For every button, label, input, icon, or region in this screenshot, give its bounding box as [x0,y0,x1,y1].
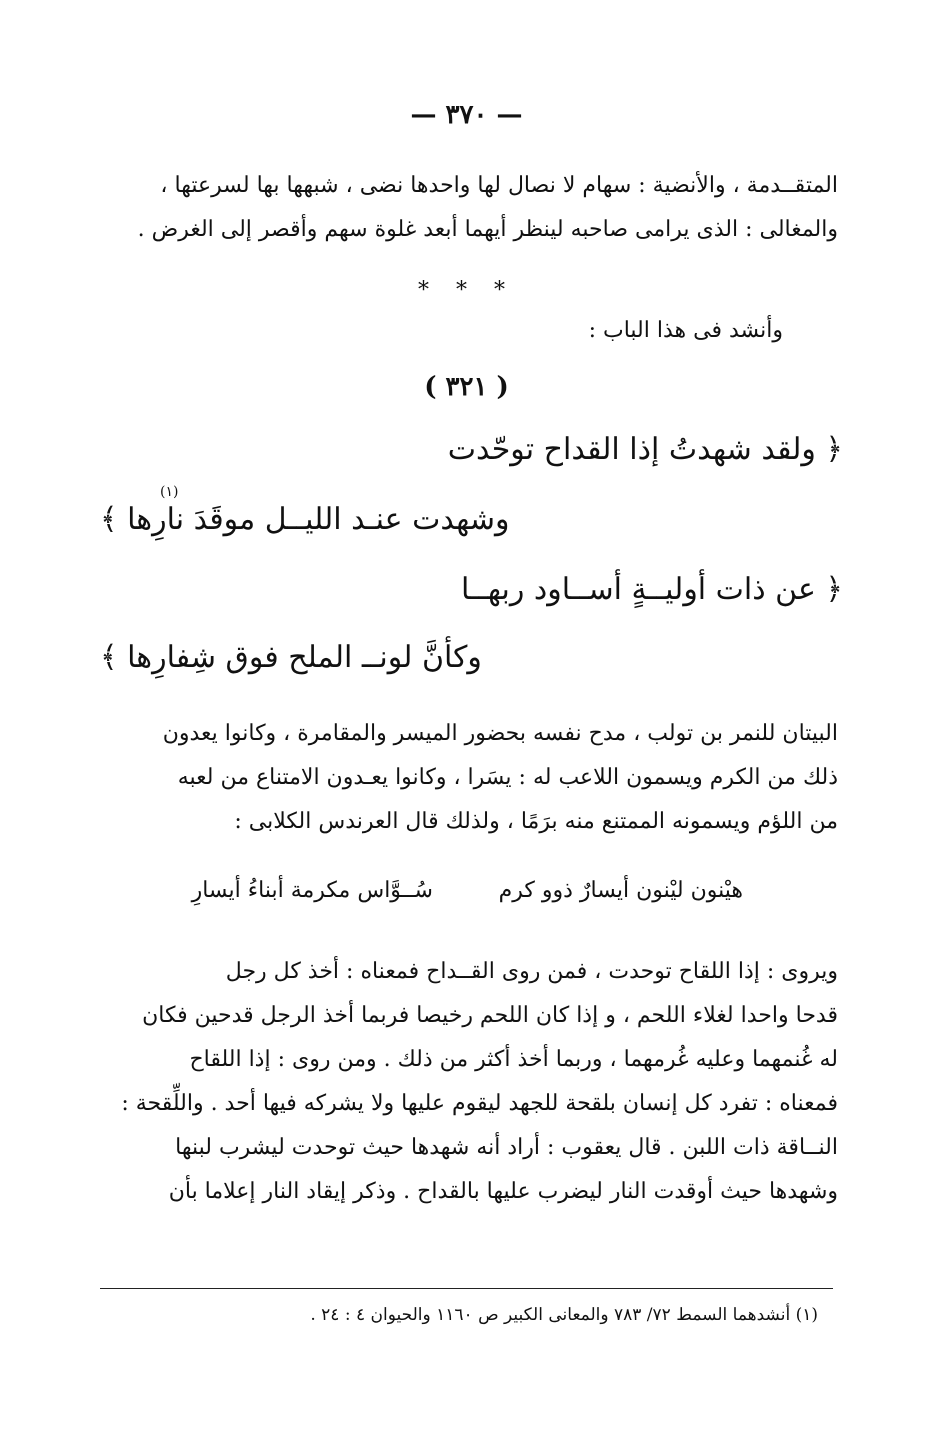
verse-line [100,484,510,537]
paragraph-glossary [98,164,838,252]
footnote-divider [100,1288,833,1289]
text-line: البيتان للنمر بن تولب ، مدح نفسه بحضور الميسر والمقامرة ، وكانوا يعدون [162,721,838,746]
verse-line: ﴿ عن ذات أوليــةٍ أســاود ربهــا [460,572,843,607]
page-number: — ٣٧٠ — [410,100,523,130]
intro-line: وأنشد فى هذا الباب : [588,318,783,343]
text-line: قدحا واحدا لغلاء اللحم ، و إذا كان اللحم رخيصا فربما أخذ الرجل قدحين فكان [142,1003,838,1028]
text-line: النــاقة ذات اللبن . قال يعقوب : أراد أنه شهدها حيث توحدت ليشرب لبنها [175,1135,838,1160]
verse-text: وشهدت عنـد الليــل موقَدَ نارِها ﴾ [100,502,510,537]
paragraph-commentary [98,712,838,844]
couplet-second-hemistich: سُــوَّاس مكرمة أبناءُ أيسارِ [191,878,433,903]
section-separator: * * * [418,278,515,303]
poem-number: ( ٣٢١ ) [424,372,509,402]
footnote-marker: (١) [160,484,179,500]
text-line: له غُنمهما وعليه غُرمهما ، وربما أخذ أكثر من ذلك . ومن روى : إذا اللقاح [189,1047,838,1072]
text-line: فمعناه : تفرد كل إنسان بلقحة للجهد ليقوم عليها ولا يشركه فيها أحد . واللِّقحة : [121,1091,838,1116]
text-line: ذلك من الكرم ويسمون اللاعب له : يسَرا ، وكانوا يعـدون الامتناع من لعبه [177,765,838,790]
verse-line: ﴿ ولقد شهدتُ إذا القداح توحّدت [447,432,843,467]
paragraph-variant [98,950,838,1214]
text-line: ويروى : إذا اللقاح توحدت ، فمن روى القــداح فمعناه : أخذ كل رجل [225,959,838,984]
text-line: المتقــدمة ، والأنضية : سهام لا نصال لها واحدها نضى ، شبهها بها لسرعتها ، [160,173,838,198]
footnote: (١) أنشدهما السمط ٧٢/ ٧٨٣ والمعانى الكبير ص ١١٦٠ والحيوان ٤ : ٢٤ . [310,1305,818,1325]
text-line: والمغالى : الذى يرامى صاحبه لينظر أيهما أبعد غلوة سهم وأقصر إلى الغرض . [137,217,838,242]
verse-line: وكأنَّ لونــ الملح فوق شِفارِها ﴾ [100,640,482,675]
couplet-first-hemistich: هيْنون ليْنون أيسارٌ ذوو كرم [498,878,743,903]
text-line: من اللؤم ويسمونه الممتنع منه برَمًا ، ولذلك قال العرندس الكلابى : [234,809,838,834]
text-line: وشهدها حيث أوقدت النار ليضرب عليها بالقداح . وذكر إيقاد النار إعلاما بأن [168,1179,838,1204]
